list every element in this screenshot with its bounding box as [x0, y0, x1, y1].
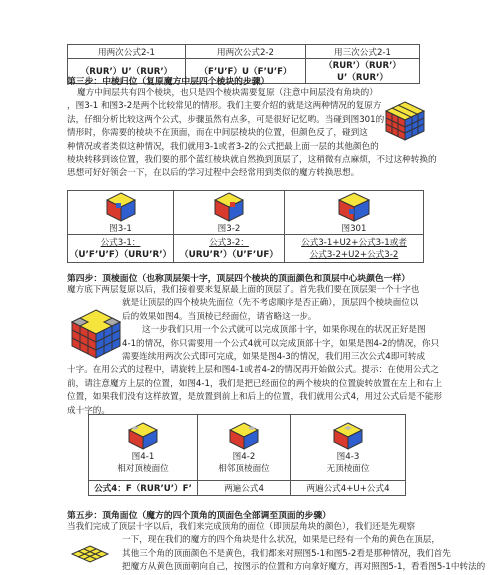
cube-figure-4-3 [333, 422, 363, 450]
step4-heading: 第四步：顶棱面位（也称顶层架十字，顶层四个棱块的顶面颜色和顶层中心块颜色一样） [67, 274, 411, 284]
text-line: 棱块转移到该位置，我们要的那个蓝红棱块就自然换到顶层了，这稍微有点麻烦，不过这种转换的 [67, 155, 437, 166]
step3-heading: 第三步：中棱归位（复原魔方中层四个棱块的步骤） [67, 77, 270, 87]
figure-label: 图4-1 [131, 451, 155, 462]
figure-label: 图4-2 [232, 451, 256, 462]
formula-cell [68, 235, 174, 263]
figure-label: 图3-2 [217, 223, 241, 234]
step4-paragraph [67, 284, 442, 418]
formula-cell [285, 235, 424, 263]
text-line: 需要连续用两次公式即可完成，如果是图4-3的情况，我们用三次公式4即可转成 [122, 352, 426, 363]
cube-figure-301 [338, 192, 370, 222]
formula-label: 公式3-1： [100, 237, 141, 248]
table-cell: （RUR’）U’（RUR’） [68, 59, 186, 84]
cube-figure-3-2 [214, 192, 244, 222]
figure-caption: 相对顶棱面位 [117, 463, 169, 474]
table-cell: （F’U’F）U（F’U’F） [186, 59, 306, 84]
formula-cell [174, 235, 285, 263]
text-line: 这一步我们只用一个公式就可以完成顶部十字，如果你现在的状况正好是图 [142, 325, 426, 336]
text-line: 思想可好好领会一下，在以后的学习过程中会经常用到类似的魔方转换思想。 [67, 168, 360, 179]
text-line: 一下，现在我们的魔方的四个角块是什么状况，如果是已经有一个角的黄色在顶层， [122, 535, 440, 546]
step5-paragraph [67, 521, 485, 575]
text-line: 就是让顶层的四个棱块先面位（先不考虑顺序是否正确），顶层四个棱块面位以 [122, 298, 419, 309]
figure-cell [89, 415, 198, 481]
figure-cell [285, 191, 424, 235]
formula-text: （U’F’U’F）（URU’R’） [69, 249, 172, 260]
cube-figure-3-1 [106, 192, 136, 222]
text-line: 当我们完成了顶层十字以后，我们来完成顶角的面位（即顶层角块的颜色），我们还是先观察 [67, 522, 416, 532]
formula-text: 公式3-1+U2+公式3-1或者 [301, 237, 407, 248]
formula-label: 公式3-2： [209, 237, 249, 248]
step3-paragraph [67, 87, 437, 181]
cube-figure-4-1 [128, 422, 158, 450]
step4-figure-table [88, 414, 406, 496]
figure-cell [68, 191, 174, 235]
text-line: 法，仔细分析比较这两个公式，步骤虽然有点多，可是很好记忆哟。当碰到图301的 [67, 114, 385, 125]
cube-figure-4-2 [229, 422, 259, 450]
text-line: 把魔方从黄色顶面朝向自己，按图示的位置和方向拿好魔方，再对照图5-1，看看图5-1中转法的 [122, 562, 486, 573]
figure-caption: 相邻顶棱面位 [218, 463, 270, 474]
step3-figure-table [67, 190, 424, 263]
formula-cell: 公式4：F（RUR’U’）F’ [89, 481, 198, 496]
table-header: 用两次公式2-1 [68, 45, 186, 59]
text-line: ，图3-1 和图3-2是两个比较常见的情形。我们主要介绍的就是这两种情况的复原方 [67, 101, 382, 112]
figure-caption: 无顶棱面位 [326, 463, 370, 474]
text-line: 成十字的。 [67, 405, 110, 416]
text-line: 前，请注意魔方上层的位置，如图4-1，我们是把已经面位的两个棱块的位置旋转放置在左上和右上 [67, 378, 442, 389]
formula-text: （URU’R’）（U’F’UF） [179, 249, 279, 260]
cube-illustration [70, 544, 110, 565]
formula-text: 公式3-2+U2+公式3-2 [309, 249, 399, 260]
text-line: 位置，如果我们没有这样放置，是放置到前上和后上的位置，我们就用公式4，用过公式后是不能形 [67, 392, 443, 403]
text-line: 魔方底下两层复原以后，我们接着要来复原最上面的顶层了。首先我们要在顶层架一个十字也 [67, 285, 420, 295]
figure-label: 图4-3 [336, 451, 360, 462]
step5-heading: 第五步：顶角面位（魔方的四个顶角的顶面色全部调至顶面的步骤） [67, 511, 331, 521]
figure-cell [198, 415, 291, 481]
figure-cell [291, 415, 406, 481]
figure-cell [174, 191, 285, 235]
figure-label: 图3-1 [109, 223, 132, 234]
table-cell: （RUR’）（RUR’）U’（RUR’） [306, 59, 420, 84]
text-line: 后的效果如图4。当顶棱已经面位，请省略这一步。 [122, 311, 317, 322]
text-line: 4-1的情况，你只需要用一个公式4就可以完成顶部十字，如果是图4-2的情况，你只 [122, 338, 440, 349]
figure-label: 图301 [341, 223, 367, 234]
formula-cell: 两遍公式4+U+公式4 [291, 481, 406, 496]
text-line: 情形时，你需要的棱块不在顶面，而在中间层棱块的位置，但颜色反了，碰到这 [67, 128, 368, 139]
text-line: 其他三个角的顶面颜色不是黄色，我们都来对照图5-1和图5-2看是那种情况，我们首先 [122, 548, 451, 559]
table-header: 用三次公式2-1 [306, 45, 420, 59]
cube-illustration [384, 100, 426, 142]
text-line: 种情况或者类似这种情况，我们就用3-1或者3-2的公式把最上面一层的其他颜色的 [67, 141, 379, 152]
table-header: 用两次公式2-2 [186, 45, 306, 59]
formula-cell: 两遍公式4 [198, 481, 291, 496]
text-line: 十字。在用公式的过程中，请旋转上层和图4-1或者4-2的情况再开始做公式。提示：在使用公式之 [67, 365, 439, 376]
text-line: 魔方中间层共有四个棱块，也只是四个棱块需要复原（注意中间层没有角块的） [77, 88, 378, 98]
